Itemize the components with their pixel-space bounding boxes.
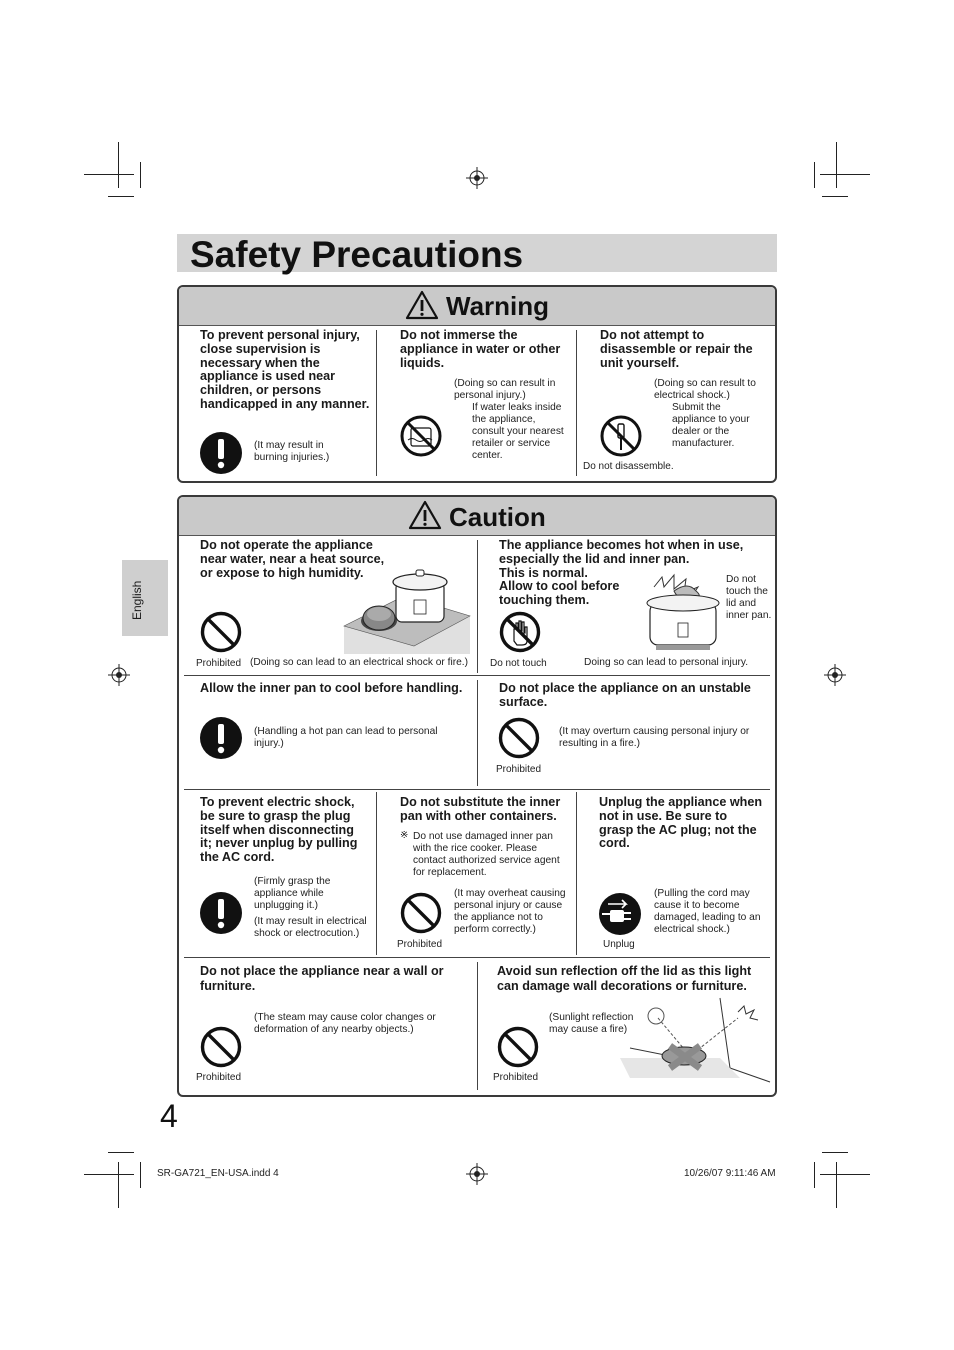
crop-mark <box>140 1162 141 1188</box>
prohibited-label: Prohibited <box>397 939 443 950</box>
caution-2-advice: Allow to cool before touching them. <box>499 579 620 607</box>
caution-5-title: To prevent electric shock, be sure to grasp the plug itself when disconnecting it; never unplug by pulling the AC cord. <box>200 795 358 865</box>
registration-mark-icon <box>466 1163 488 1185</box>
caution-7-title: Unplug the appliance when not in use. Be sure to grasp the AC plug; not the cord. <box>599 795 763 851</box>
caution-8-title: Do not place the appliance near a wall or furniture. <box>200 964 444 993</box>
mandatory-icon <box>199 891 243 935</box>
footer-file: SR-GA721_EN-USA.indd 4 <box>157 1168 279 1179</box>
page-number: 4 <box>160 1098 178 1134</box>
crop-mark <box>820 1174 870 1175</box>
crop-mark <box>140 162 141 188</box>
prohibited-icon <box>200 1026 242 1068</box>
prohibited-label: Prohibited <box>493 1072 539 1083</box>
no-disassemble-icon <box>599 414 643 458</box>
footer-timestamp: 10/26/07 9:11:46 AM <box>684 1168 776 1179</box>
unplug-icon <box>598 892 642 936</box>
crop-mark <box>820 174 870 175</box>
caution-heading: Caution <box>449 502 546 532</box>
caution-4-note: (It may overturn causing personal injury or resulting in a fire.) <box>559 726 750 749</box>
caution-6-sub: Do not use damaged inner pan with the rice cooker. Please contact authorized service agent for replacement. <box>413 831 560 878</box>
caution-2-note: Doing so can lead to personal injury. <box>584 657 749 668</box>
crop-mark <box>118 142 119 188</box>
do-not-disassemble-label: Do not disassemble. <box>583 461 674 472</box>
rice-cooker-near-stove-illustration <box>344 566 470 654</box>
divider <box>376 330 377 476</box>
caution-3-title: Allow the inner pan to cool before handling. <box>200 681 463 695</box>
warning-2-advice: If water leaks inside the appliance, consult your nearest retailer or service center. <box>472 402 564 461</box>
caution-9-title: Avoid sun reflection off the lid as this light can damage wall decorations or furniture. <box>497 964 752 993</box>
language-tab-label: English <box>130 580 144 620</box>
unplug-label: Unplug <box>603 939 635 950</box>
registration-mark-icon <box>108 664 130 686</box>
divider <box>477 962 478 1090</box>
caution-2-title: The appliance becomes hot when in use, especially the lid and inner pan. <box>499 538 744 566</box>
crop-mark <box>822 196 848 197</box>
crop-mark <box>822 1152 848 1153</box>
divider <box>477 680 478 786</box>
sun-reflection-illustration <box>620 998 770 1084</box>
caution-6-title: Do not substitute the inner pan with other containers. <box>400 795 561 823</box>
crop-mark <box>118 1162 119 1208</box>
warning-1-note: (It may result in burning injuries.) <box>254 440 330 463</box>
prohibited-icon <box>200 611 242 653</box>
prohibited-label: Prohibited <box>496 764 542 775</box>
divider <box>576 792 577 955</box>
mandatory-icon <box>199 716 243 760</box>
caution-1-note: (Doing so can lead to an electrical shock or fire.) <box>250 657 469 668</box>
warning-3-note: (Doing so can result to electrical shock.) <box>654 378 756 401</box>
crop-mark <box>814 1162 815 1188</box>
caution-5-note: (Firmly grasp the appliance while unplugging it.) <box>254 876 331 911</box>
divider <box>184 789 770 790</box>
crop-mark <box>108 1152 134 1153</box>
language-tab <box>122 560 168 636</box>
registration-mark-icon <box>824 664 846 686</box>
divider <box>184 957 770 958</box>
divider <box>184 675 770 676</box>
mandatory-icon <box>199 431 243 475</box>
caution-7-note: (Pulling the cord may cause it to become damaged, leading to an electrical shock.) <box>654 888 761 935</box>
caution-triangle-icon <box>408 500 442 530</box>
divider <box>376 792 377 955</box>
warning-2-title: Do not immerse the appliance in water or other liquids. <box>400 328 561 370</box>
crop-mark <box>814 162 815 188</box>
prohibited-label: Prohibited <box>196 658 242 669</box>
warning-1-title: To prevent personal injury, close supervision is necessary when the appliance is used near children, or persons handicapped in any manner. <box>200 328 370 411</box>
caution-2-normal: This is normal. <box>499 566 588 580</box>
caution-4-title: Do not place the appliance on an unstable surface. <box>499 681 751 709</box>
divider <box>477 540 478 673</box>
crop-mark <box>84 1174 134 1175</box>
caution-3-note: (Handling a hot pan can lead to personal injury.) <box>254 726 438 749</box>
page-title: Safety Precautions <box>190 234 524 275</box>
do-not-touch-icon <box>499 611 541 653</box>
crop-mark <box>84 174 134 175</box>
caution-9-note: (Sunlight reflection may cause a fire) <box>549 1012 634 1035</box>
prohibited-icon <box>400 892 442 934</box>
warning-triangle-icon <box>405 290 439 320</box>
caution-8-note: (The steam may cause color changes or deformation of any nearby objects.) <box>254 1012 436 1035</box>
warning-2-note: (Doing so can result in personal injury.) <box>454 378 556 401</box>
divider <box>576 330 577 476</box>
crop-mark <box>108 196 134 197</box>
warning-3-advice: Submit the appliance to your dealer or the manufacturer. <box>672 402 750 449</box>
caution-6-note: (It may overheat causing personal injury or cause the appliance not to perform correctly.) <box>454 888 566 935</box>
asterisk-mark: ※ <box>400 830 409 841</box>
crop-mark <box>836 1162 837 1208</box>
no-immersion-icon <box>399 414 443 458</box>
caution-1-title: Do not operate the appliance near water, near a heat source, or expose to high humidity. <box>200 538 385 580</box>
caution-5-note-2: (It may result in electrical shock or electrocution.) <box>254 916 367 939</box>
hot-rice-cooker-illustration <box>644 573 722 653</box>
warning-3-title: Do not attempt to disassemble or repair the unit yourself. <box>600 328 753 370</box>
caution-2-side-note: Do not touch the lid and inner pan. <box>726 574 772 621</box>
crop-mark <box>836 142 837 188</box>
warning-heading: Warning <box>446 291 550 321</box>
prohibited-icon <box>498 717 540 759</box>
do-not-touch-label: Do not touch <box>490 658 547 669</box>
prohibited-icon <box>497 1026 539 1068</box>
prohibited-label: Prohibited <box>196 1072 242 1083</box>
registration-mark-icon <box>466 167 488 189</box>
